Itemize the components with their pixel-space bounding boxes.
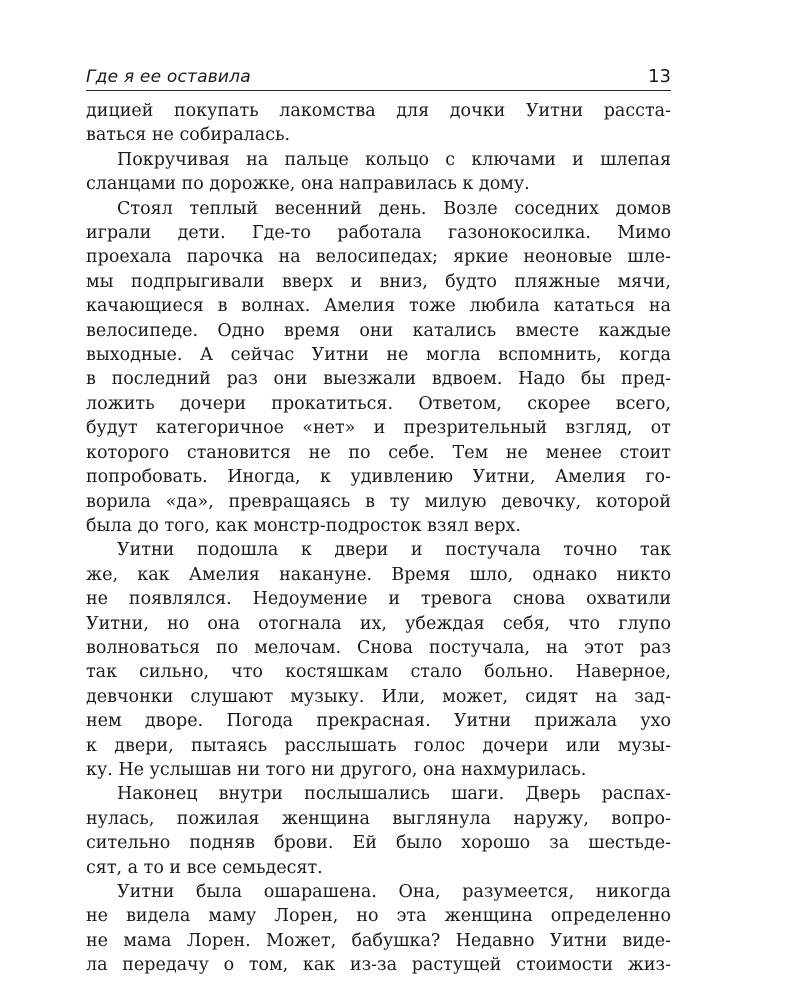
text-line: сланцами по дорожке, она направилась к дому. bbox=[86, 174, 530, 195]
paragraph bbox=[86, 197, 671, 539]
page-number: 13 bbox=[648, 66, 671, 87]
text-line: не видела маму Лорен, но эта женщина определенно bbox=[86, 906, 671, 927]
paragraph bbox=[86, 782, 671, 880]
text-line: не появлялся. Недоумение и тревога снова охватили bbox=[86, 589, 671, 610]
text-line: ложить дочери прокатиться. Ответом, скорее всего, bbox=[86, 393, 671, 414]
text-line: нем дворе. Погода прекрасная. Уитни прижала ухо bbox=[86, 711, 671, 732]
text-line: нулась, пожилая женщина выглянула наружу, вопро- bbox=[86, 808, 671, 829]
paragraph bbox=[86, 538, 671, 782]
text-line: играли дети. Где-то работала газонокосилка. Мимо bbox=[86, 223, 671, 244]
paragraph bbox=[86, 99, 671, 148]
text-line: качающиеся в волнах. Амелия тоже любила кататься на bbox=[86, 296, 671, 317]
text-line: так сильно, что костяшкам стало больно. Наверное, bbox=[86, 662, 671, 683]
text-line: Покручивая на пальце кольцо с ключами и шлепая bbox=[117, 149, 671, 170]
text-line: была до того, как монстр-подросток взял верх. bbox=[86, 515, 521, 536]
text-line: сят, а то и все семьдесят. bbox=[86, 857, 323, 878]
paragraph bbox=[86, 148, 671, 197]
running-title: Где я ее оставила bbox=[86, 67, 251, 87]
text-line: в последний раз они выезжали вдвоем. Надо бы пред- bbox=[86, 369, 671, 390]
text-line: к двери, пытаясь расслышать голос дочери или музы- bbox=[86, 735, 671, 756]
text-line: Наконец внутри послышались шаги. Дверь распах- bbox=[117, 784, 671, 805]
text-line: ваться не собиралась. bbox=[86, 125, 291, 146]
text-line: выходные. А сейчас Уитни не могла вспомнить, когда bbox=[86, 345, 671, 366]
text-line: ла передачу о том, как из-за растущей стоимости жиз- bbox=[86, 955, 671, 976]
text-line: сительно подняв брови. Ей было хорошо за шестьде- bbox=[86, 833, 671, 854]
text-line: Уитни, но она отогнала их, убеждая себя, что глупо bbox=[86, 613, 671, 634]
text-line: попробовать. Иногда, к удивлению Уитни, Амелия го- bbox=[86, 467, 671, 488]
text-line: проехала парочка на велосипедах; яркие неоновые шле- bbox=[86, 247, 671, 268]
text-line: Уитни подошла к двери и постучала точно так bbox=[117, 540, 671, 561]
running-header bbox=[86, 62, 671, 91]
text-line: волноваться по мелочам. Снова постучала, на этот раз bbox=[86, 637, 671, 658]
paragraph bbox=[86, 880, 671, 978]
body-text bbox=[86, 99, 671, 978]
text-line: девчонки слушают музыку. Или, может, сидят на зад- bbox=[86, 686, 671, 707]
text-line: не мама Лорен. Может, бабушка? Недавно Уитни виде- bbox=[86, 930, 671, 951]
text-line: мы подпрыгивали вверх и вниз, будто пляжные мячи, bbox=[86, 271, 671, 292]
text-line: велосипеде. Одно время они катались вместе каждые bbox=[86, 320, 671, 341]
text-line: ку. Не услышав ни того ни другого, она нахмурилась. bbox=[86, 759, 587, 780]
text-line: будут категоричное «нет» и презрительный взгляд, от bbox=[86, 418, 671, 439]
text-line: ворила «да», превращаясь в ту милую девочку, которой bbox=[86, 491, 671, 512]
text-line: дицией покупать лакомства для дочки Уитни расста- bbox=[86, 101, 671, 121]
text-line: которого становится не по себе. Тем не менее стоит bbox=[86, 442, 671, 463]
text-line: Уитни была ошарашена. Она, разумеется, никогда bbox=[117, 882, 671, 902]
text-line: Стоял теплый весенний день. Возле соседних домов bbox=[117, 198, 671, 219]
book-page bbox=[86, 62, 671, 978]
text-line: же, как Амелия накануне. Время шло, однако никто bbox=[86, 564, 671, 585]
